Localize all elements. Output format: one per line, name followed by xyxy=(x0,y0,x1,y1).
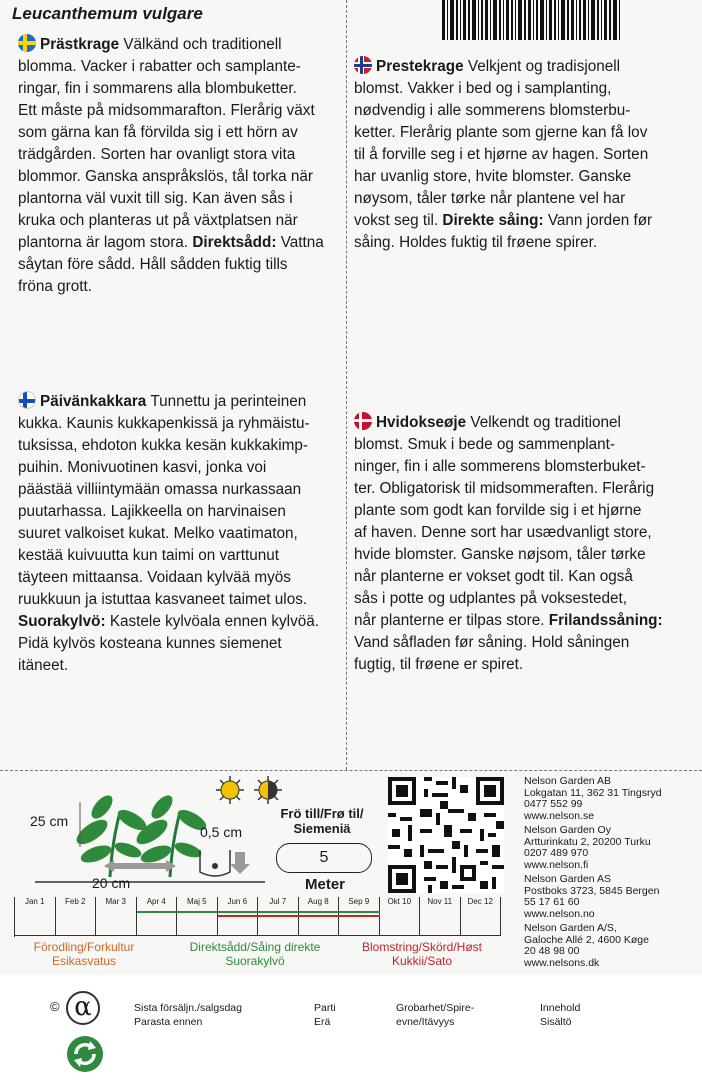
section-danish xyxy=(354,412,694,676)
barcode xyxy=(442,0,692,40)
calendar-cell xyxy=(96,909,137,936)
text-line: vokst seg til. xyxy=(354,212,439,229)
germination-label xyxy=(396,1001,474,1029)
seeds-to-value: 5 xyxy=(276,843,372,873)
seeds-to-label-line1: Frö till/Frø til/ xyxy=(280,806,364,821)
text-line: hvide blomster. Ganske nøjsom, tåler tørke xyxy=(354,546,646,563)
section-divider xyxy=(0,770,702,771)
calendar-cell xyxy=(137,909,178,936)
company-address: Artturinkatu 2, 20200 Turku xyxy=(524,835,651,848)
spacing-label: 20 cm xyxy=(92,875,131,891)
text-line: af haven. Denne sort har usædvanligt store, xyxy=(354,524,652,541)
calendar-month: Dec 12 xyxy=(461,897,502,909)
calendar-month: Aug 8 xyxy=(299,897,340,909)
section-finnish xyxy=(18,391,344,677)
calendar-month: Sep 9 xyxy=(339,897,380,909)
calendar-month: Jan 1 xyxy=(15,897,56,909)
calendar-month: Okt 10 xyxy=(380,897,421,909)
title-dk: Hvidokseøje xyxy=(376,414,467,431)
copyright-symbol: © xyxy=(50,999,60,1014)
text-line: såytan före sådd. Håll sådden fuktig tills xyxy=(18,256,288,273)
legend-direct-line1: Direktsådd/Såing direkte xyxy=(189,940,321,954)
text-line: til å forville seg i et hjørne av hagen. Sorten xyxy=(354,146,649,163)
text-line: Pidä kylvös kosteana kunnes siemenet xyxy=(18,635,282,652)
text-line: blommor. Ganska anspråkslös, tål torka när xyxy=(18,168,314,185)
legend-preculture-line2: Esikasvatus xyxy=(51,954,117,968)
text-line: Vann jorden før xyxy=(547,212,653,229)
sales-date-label xyxy=(134,1001,242,1029)
text-line: kestää kuivuutta kun taimi on varttunut xyxy=(18,547,280,564)
species-name: Leucanthemum vulgare xyxy=(12,4,203,23)
calendar-cell xyxy=(380,909,421,936)
text-line: ketter. Flerårig plante som gjerne kan få lov xyxy=(354,124,648,141)
batch-label xyxy=(314,1001,336,1029)
alpha-logo-icon: α xyxy=(66,991,100,1025)
text-line: Tunnettu ja perinteinen xyxy=(150,393,307,410)
company-phone: 0477 552 99 xyxy=(524,798,583,810)
seeds-to-label xyxy=(262,806,382,836)
direct-sowing-bar xyxy=(137,911,380,913)
section-swedish xyxy=(18,34,344,298)
sowing-calendar xyxy=(14,897,501,937)
text-line: ringar, fin i sommarens alla blombuketter. xyxy=(18,80,297,97)
text-line: trädgården. Sorten har ovanligt stora vita xyxy=(18,146,296,163)
company-phone: 0207 489 970 xyxy=(524,847,589,859)
calendar-month: Mar 3 xyxy=(96,897,137,909)
seeds-to-label-line2: Siemeniä xyxy=(293,821,351,836)
text-line: kukka. Kaunis kukkapenkissä ja ryhmäistu- xyxy=(18,415,310,432)
legend-bloom-line2: Kukkii/Sato xyxy=(391,954,453,968)
legend-direct-line2: Suorakylvö xyxy=(225,954,285,968)
text-line: blomma. Vacker i rabatter och samplante- xyxy=(18,58,301,75)
text-line: nøysom, tåler tørke når plantene vel har xyxy=(354,190,626,207)
bloom-bar xyxy=(218,915,380,917)
text-line: blomst. Vakker i bed og i samplanting, xyxy=(354,80,612,97)
sales-date-label-line1: Sista försäljn./salgsdag xyxy=(134,1002,242,1014)
text-line: puihin. Monivuotinen kasvi, jonka voi xyxy=(18,459,267,476)
text-line: plantorna är lagom stora. xyxy=(18,234,189,251)
calendar-month: Nov 11 xyxy=(420,897,461,909)
legend-preculture-line1: Förodling/Forkultur xyxy=(33,940,135,954)
company-block xyxy=(524,776,702,822)
text-line: plante som godt kan forvilde sig i et hjørne xyxy=(354,502,642,519)
company-phone: 20 48 98 00 xyxy=(524,945,580,957)
calendar-month: Jul 7 xyxy=(258,897,299,909)
text-line: som gärna kan få förvilda sig i ett hörn av xyxy=(18,124,298,141)
text-line: suuret valkoiset kukat. Melko vaatimaton, xyxy=(18,525,298,542)
text-line: Vattna xyxy=(280,234,324,251)
text-line: Ett måste på midsommarafton. Flerårig växt xyxy=(18,102,315,119)
company-website[interactable]: www.nelson.fi xyxy=(524,858,589,871)
calendar-month: Maj 5 xyxy=(177,897,218,909)
norway-flag-icon xyxy=(354,56,372,74)
text-line: nødvendig i alle sommerens blomsterbu- xyxy=(354,102,631,119)
company-website[interactable]: www.nelson.no xyxy=(524,907,595,920)
text-line: såing. Holdes fuktig til frøene spirer. xyxy=(354,234,598,251)
calendar-month: Feb 2 xyxy=(56,897,97,909)
germination-label-line1: Grobarhet/Spire- xyxy=(396,1002,475,1014)
height-label: 25 cm xyxy=(30,813,69,829)
text-line: Velkendt og traditionel xyxy=(470,414,621,431)
text-line: ninger, fin i alle sommerens blomsterbuket- xyxy=(354,458,646,475)
text-line: når planterne er vokset godt til. Kan også xyxy=(354,568,633,585)
company-address: Postboks 3723, 5845 Bergen xyxy=(524,884,660,897)
column-divider xyxy=(346,0,347,770)
legend-bloom-line1: Blomstring/Skörd/Høst xyxy=(361,940,483,954)
content-label-line2: Sisältö xyxy=(540,1016,572,1028)
calendar-cell xyxy=(299,909,340,936)
section-norwegian xyxy=(354,56,694,254)
text-line: fröna grott. xyxy=(18,278,92,295)
title-fi: Päivänkakkara xyxy=(40,393,147,410)
calendar-cell xyxy=(420,909,461,936)
title-no: Prestekrage xyxy=(376,58,464,75)
calendar-cell xyxy=(56,909,97,936)
sweden-flag-icon xyxy=(18,34,36,52)
legend-bloom xyxy=(346,940,498,968)
company-name: Nelson Garden AS xyxy=(524,873,611,885)
sowing-label-no: Direkte såing: xyxy=(442,212,544,229)
company-phone: 55 17 61 60 xyxy=(524,896,580,908)
legend-direct-sowing xyxy=(165,940,345,968)
text-line: täyteen mittaansa. Voidaan kylvää myös xyxy=(18,569,291,586)
company-address: Lokgatan 11, 362 31 Tingsryd xyxy=(524,786,662,799)
text-line: plantorna väl vuxit till sig. Kan även sås i xyxy=(18,190,293,207)
denmark-flag-icon xyxy=(354,412,372,430)
qr-code xyxy=(388,777,504,893)
company-block xyxy=(524,825,702,871)
text-line: kruka och planteras ut på växtplatsen när xyxy=(18,212,298,229)
sowing-label-fi: Suorakylvö: xyxy=(18,613,106,630)
calendar-month: Jun 6 xyxy=(218,897,259,909)
recycle-icon xyxy=(66,1035,104,1073)
sowing-label-se: Direktsådd: xyxy=(192,234,277,251)
finland-flag-icon xyxy=(18,391,36,409)
text-line: når planterne er tilpas store. xyxy=(354,612,545,629)
germination-label-line2: evne/Itävyys xyxy=(396,1016,455,1028)
text-line: päästää villiintymään omassa nurkassaan xyxy=(18,481,302,498)
company-block xyxy=(524,874,702,920)
text-line: tuksissa, ehdoton kukka kesän kukkakimp- xyxy=(18,437,308,454)
text-line: har uvanlig store, hvite blomster. Ganske xyxy=(354,168,632,185)
calendar-cell xyxy=(461,909,502,936)
company-block xyxy=(524,923,702,969)
content-label-line1: Innehold xyxy=(540,1002,581,1014)
text-line: Vand såfladen før såning. Hold såningen xyxy=(354,634,630,651)
text-line: sås i potte og udplantes på voksestedet, xyxy=(354,590,627,607)
text-line: ruukkuun ja istuttaa kasvaneet taimet ulos. xyxy=(18,591,308,608)
text-line: Välkänd och traditionell xyxy=(123,36,282,53)
text-line: fugtig, til frøene er spiret. xyxy=(354,656,524,673)
text-line: Kastele kylvöala ennen kylvöä. xyxy=(109,613,319,630)
content-label xyxy=(540,1001,580,1029)
calendar-cell xyxy=(177,909,218,936)
company-website[interactable]: www.nelsons.dk xyxy=(524,956,600,969)
text-line: blomst. Smuk i bede og sammenplant- xyxy=(354,436,616,453)
footer xyxy=(0,975,702,1080)
calendar-cell xyxy=(218,909,259,936)
batch-label-line2: Erä xyxy=(314,1016,331,1028)
title-se: Prästkrage xyxy=(40,36,120,53)
sun-icon xyxy=(214,774,286,806)
sowing-label-dk: Frilandssåning: xyxy=(548,612,663,629)
depth-label: 0,5 cm xyxy=(200,824,243,840)
seeds-to-unit: Meter xyxy=(304,876,345,893)
text-line: puutarhassa. Lajikkeella on harvinaisen xyxy=(18,503,286,520)
batch-label-line1: Parti xyxy=(314,1002,336,1014)
company-name: Nelson Garden A/S, xyxy=(524,922,617,934)
text-line: ter. Obligatorisk til midsommeraften. Flerårig xyxy=(354,480,655,497)
company-address: Galoche Allé 2, 4600 Køge xyxy=(524,933,649,946)
calendar-cell xyxy=(339,909,380,936)
text-line: Velkjent og tradisjonell xyxy=(467,58,621,75)
legend-preculture xyxy=(4,940,164,968)
text-line: itäneet. xyxy=(18,657,69,674)
calendar-cell xyxy=(258,909,299,936)
company-website[interactable]: www.nelson.se xyxy=(524,809,595,822)
calendar-month: Apr 4 xyxy=(137,897,178,909)
sales-date-label-line2: Parasta ennen xyxy=(134,1016,203,1028)
company-name: Nelson Garden AB xyxy=(524,775,611,787)
company-info xyxy=(524,776,702,969)
company-name: Nelson Garden Oy xyxy=(524,824,611,836)
calendar-cell xyxy=(15,909,56,936)
